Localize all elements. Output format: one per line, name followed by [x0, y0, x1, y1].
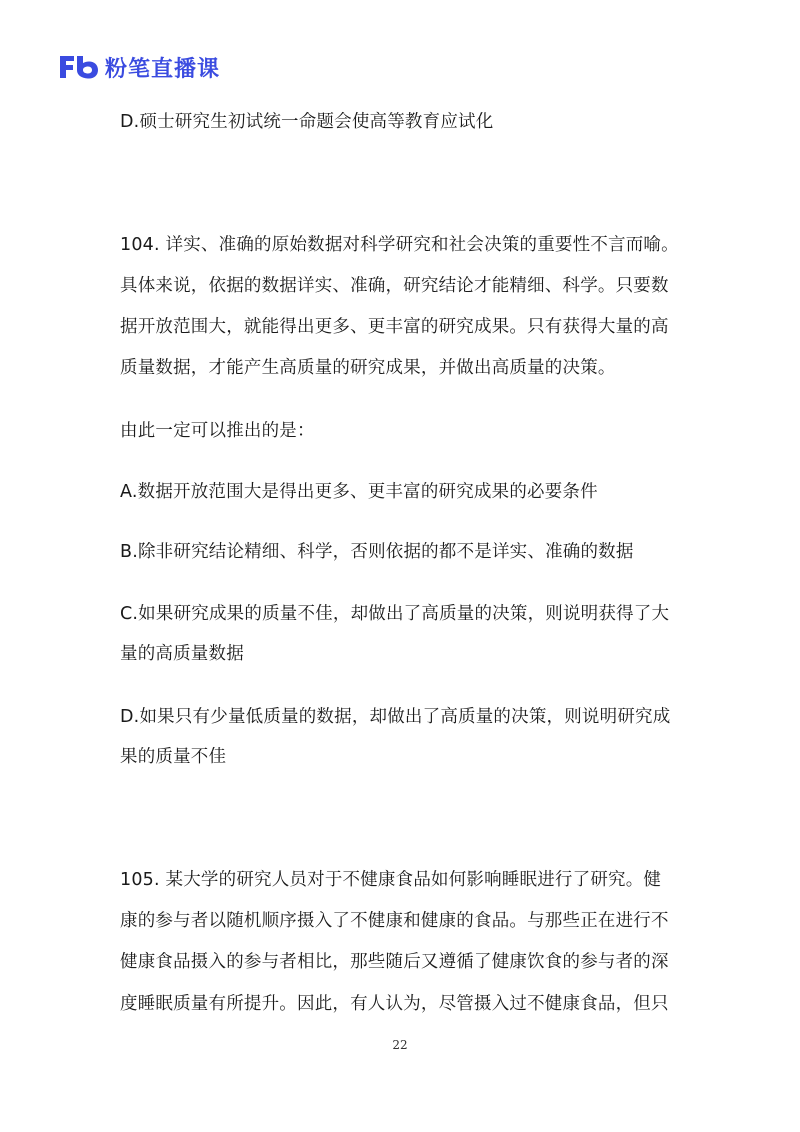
- fenbi-logo-icon: [57, 52, 101, 82]
- q104-option-a: A.数据开放范围大是得出更多、更丰富的研究成果的必要条件: [120, 482, 598, 502]
- q104-option-d: 果的质量不佳: [120, 747, 227, 767]
- page-number: 22: [392, 1038, 408, 1052]
- q104-option-b: B.除非研究结论精细、科学，否则依据的都不是详实、准确的数据: [120, 542, 634, 562]
- q104-stem-line: 质量数据，才能产生高质量的研究成果，并做出高质量的决策。: [120, 358, 616, 378]
- q104-stem-line: 据开放范围大，就能得出更多、更丰富的研究成果。只有获得大量的高: [120, 317, 669, 337]
- q104-option-c: 量的高质量数据: [120, 644, 244, 664]
- q105-stem-line: 105. 某大学的研究人员对于不健康食品如何影响睡眠进行了研究。健: [120, 870, 662, 890]
- q105-stem-line: 度睡眠质量有所提升。因此，有人认为，尽管摄入过不健康食品，但只: [120, 994, 669, 1014]
- q105-stem-line: 健康食品摄入的参与者相比，那些随后又遵循了健康饮食的参与者的深: [120, 952, 669, 972]
- brand-name: 粉笔直播课: [105, 56, 221, 82]
- q104-option-d: D.如果只有少量低质量的数据，却做出了高质量的决策，则说明研究成: [120, 707, 671, 727]
- q104-stem-line: 具体来说，依据的数据详实、准确，研究结论才能精细、科学。只要数: [120, 276, 669, 296]
- q104-stem-line: 104. 详实、准确的原始数据对科学研究和社会决策的重要性不言而喻。: [120, 235, 679, 255]
- q104-option-c: C.如果研究成果的质量不佳，却做出了高质量的决策，则说明获得了大: [120, 604, 670, 624]
- prev-option-d: D.硕士研究生初试统一命题会使高等教育应试化: [120, 112, 494, 132]
- q105-stem-line: 康的参与者以随机顺序摄入了不健康和健康的食品。与那些正在进行不: [120, 911, 669, 931]
- header: [57, 52, 220, 82]
- q104-question: 由此一定可以推出的是：: [120, 421, 315, 441]
